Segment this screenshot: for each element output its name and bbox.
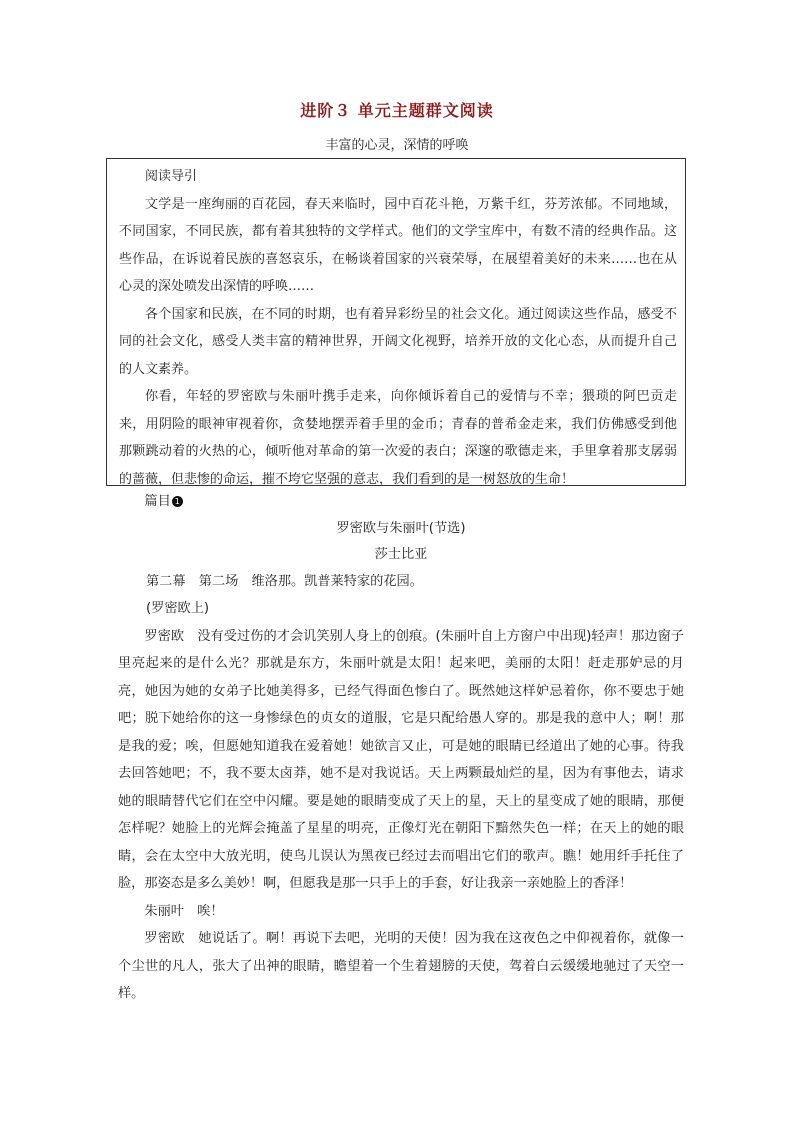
article-body bbox=[118, 488, 684, 1008]
section-label: 篇目 bbox=[144, 494, 171, 509]
guide-paragraph: 你看，年轻的罗密欧与朱丽叶携手走来，向你倾诉着自己的爱情与不幸；猥琐的阿巴贡走来，用阴险的眼神审视着你，贪婪地摆弄着手里的金币；青春的普希金走来，我们仿佛感受到他那颗跳动着的火热的心，倾听他对革命的第一次爱的表白；深邃的歌德走来，手里拿着那支孱弱的蔷薇，但悲惨的命运，摧不垮它坚强的意志，我们看到的是一树怒放的生命！ bbox=[119, 389, 677, 487]
page-subtitle: 丰富的心灵，深情的呼唤 bbox=[325, 138, 469, 153]
scene-line: 第二幕 第二场 维洛那。凯普莱特家的花园。 bbox=[146, 573, 423, 589]
page-title: 进阶３ 单元主题群文阅读 bbox=[300, 101, 494, 120]
dialogue-line: 罗密欧 她说话了。啊！再说下去吧，光明的天使！因为我在这夜色之中仰视着你，就像一个尘世的凡人，张大了出神的眼睛，瞻望着一个生着翅膀的天使，驾着白云缓缓地驰过了天空一样。 bbox=[118, 931, 684, 1001]
section-heading bbox=[118, 488, 684, 516]
guide-paragraph: 各个国家和民族，在不同的时期，也有着异彩纷呈的社会文化。通过阅读这些作品，感受不同的社会文化，感受人类丰富的精神世界，开阔文化视野，培养开放的文化心态，从而提升自己的人文素养。 bbox=[119, 306, 677, 377]
article-author: 莎士比亚 bbox=[374, 546, 428, 562]
reading-guide-heading: 阅读导引 bbox=[145, 169, 198, 184]
stage-direction: (罗密欧上) bbox=[146, 601, 210, 616]
section-number-badge: 1 bbox=[172, 496, 183, 507]
article-title: 罗密欧与朱丽叶(节选) bbox=[336, 520, 466, 536]
guide-paragraph: 文学是一座绚丽的百花园，春天来临时，园中百花斗艳，万紫千红，芬芳浓郁。不同地域，不同国家，不同民族，都有着其独特的文学样式。他们的文学宝库中，有数不清的经典作品。这些作品，在诉说着民族的喜怒哀乐，在畅谈着国家的兴衰荣辱，在展望着美好的未来……也在从心灵的深处喷发出深情的呼唤…… bbox=[119, 196, 677, 294]
dialogue-line: 朱丽叶 唉！ bbox=[144, 903, 224, 919]
dialogue-line: 罗密欧 没有受过伤的才会讥笑别人身上的创痕。(朱丽叶自上方窗户中出现)轻声！那边窗子里亮起来的是什么光？那就是东方，朱丽叶就是太阳！起来吧，美丽的太阳！赶走那妒忌的月亮，她因为她的女弟子比她美得多，已经气得面色惨白了。既然她这样妒忌着你，你不要忠于她吧；脱下她给你的这一身惨绿色的贞女的道服，它是只配给愚人穿的。那是我的意中人；啊！那是我的爱；唉，但愿她知道我在爱着她！她欲言又止，可是她的眼睛已经道出了她的心事。待我去回答她吧；不，我不要太卤莽，她不是对我说话。天上两颗最灿烂的星，因为有事他去，请求她的眼睛替代它们在空中闪耀。要是她的眼睛变成了天上的星，天上的星变成了她的眼睛，那便怎样呢？她脸上的光辉会掩盖了星星的明亮，正像灯光在朝阳下黯然失色一样；在天上的她的眼睛，会在太空中大放光明，使鸟儿误认为黑夜已经过去而唱出它们的歌声。瞧！她用纤手托住了脸，那姿态是多么美妙！啊，但愿我是那一只手上的手套，好让我亲一亲她脸上的香泽！ bbox=[118, 628, 684, 891]
reading-guide-box bbox=[106, 158, 686, 486]
